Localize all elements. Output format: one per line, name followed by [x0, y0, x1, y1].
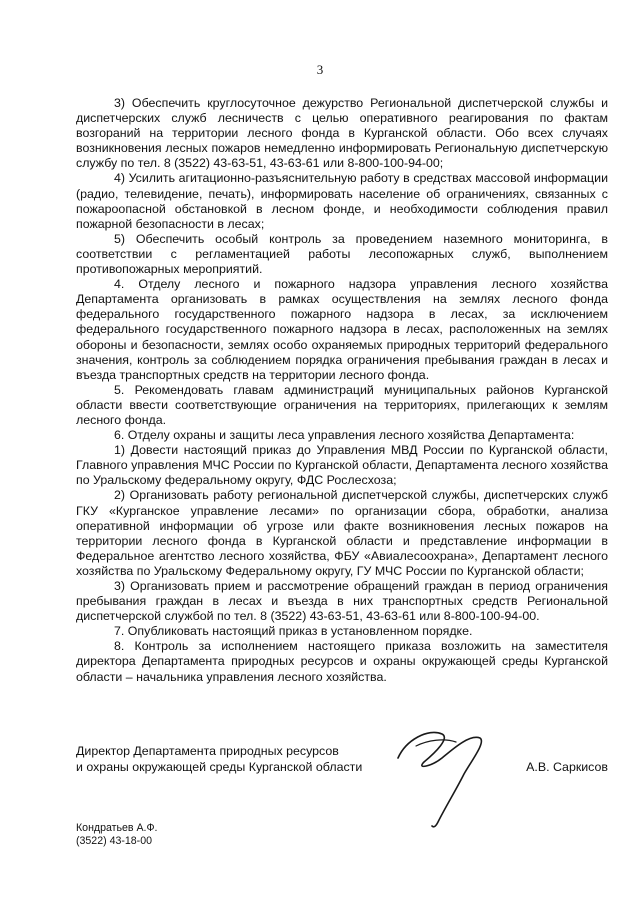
paragraph-3-4-media-work: 4) Усилить агитационно-разъяснительную работу в средствах массовой информации (радио, телевидение, печать), информировать население об ограничениях, связанных с пожароопасной обстановкой в лесном фонде, и необходимости соблюдения правил пожарной безопасности в лесах; [76, 171, 608, 231]
signatory-name: А.В. Саркисов [526, 759, 608, 774]
paragraph-7-publish: 7. Опубликовать настоящий приказ в установленном порядке. [114, 624, 473, 639]
paragraph-6-1-deliver-order: 1) Довести настоящий приказ до Управления МВД России по Курганской области, Главного управления МЧС России по Курганской области, Департамента лесного хозяйства по Уральскому федеральному округу, ФДС Рослесхоза; [76, 443, 608, 488]
paragraph-5-municipal-restrictions: 5. Рекомендовать главам администраций муниципальных районов Курганской области ввести соответствующие ограничения на территориях, прилегающих к землям лесного фонда. [76, 382, 608, 427]
paragraph-8-control: 8. Контроль за исполнением настоящего приказа возложить на заместителя директора Департамента природных ресурсов и охраны окружающей среды Курганской области – начальника управления лесного хозяйства. [76, 639, 608, 684]
paragraph-6-forest-protection-dept: 6. Отделу охраны и защиты леса управления лесного хозяйства Департамента: [114, 428, 575, 443]
executor-phone: (3522) 43-18-00 [76, 835, 152, 847]
paragraph-4-fire-supervision: 4. Отделу лесного и пожарного надзора управления лесного хозяйства Департамента организовать в рамках осуществления на землях лесного фонда федерального государственного пожарного надзора в лесах, за исключением федерального государственного пожарного надзора в лесах, расположенных на землях обороны и безопасности, землях особо охраняемых природных территорий федерального значения, контроль за соблюдением порядка ограничения пребывания граждан в лесах и въезда транспортных средств на территории лесного фонда. [76, 277, 608, 382]
signature-block [76, 744, 608, 775]
executor-info [76, 822, 158, 848]
paragraph-3-5-monitoring-control: 5) Обеспечить особый контроль за проведением наземного мониторинга, в соответствии с регламентацией работы лесопожарных служб, выполнением противопожарных мероприятий. [76, 231, 608, 277]
paragraph-6-2-dispatch-organization: 2) Организовать работу региональной диспетчерской службы, диспетчерских служб ГКУ «Курганское управление лесами» по организации сбора, обработки, анализа оперативной информации об угрозе или факте возникновения лесных пожаров на территории лесного фонда в Курганской области и представление информации в Федеральное агентство лесного хозяйства, ФБУ «Авиалесоохрана», Департамент лесного хозяйства по Уральскому Федеральному округу, ГУ МЧС России по Курганской области; [76, 488, 608, 578]
page-number: 3 [316, 62, 324, 77]
paragraph-6-3-citizen-appeals: 3) Организовать прием и рассмотрение обращений граждан в период ограничения пребывания граждан в лесах и въезда в них транспортных средств Региональной диспетчерской службой по тел. 8 (3522) 43-63-51, 43-63-61 или 8-800-100-94-00. [76, 579, 608, 624]
signatory-title-line-2: и охраны окружающей среды Курганской области [76, 759, 363, 774]
paragraph-3-1-dispatch-duty: 3) Обеспечить круглосуточное дежурство Региональной диспетчерской службы и диспетчерских служб лесничеств с целью оперативного реагирования по фактам возгораний на территории лесного фонда в Курганской области. Обо всех случаях возникновения лесных пожаров немедленно информировать Региональную диспетчерскую службу по тел. 8 (3522) 43-63-51, 43-63-61 или 8-800-100-94-00; [76, 96, 608, 171]
signatory-title-line-1: Директор Департамента природных ресурсов [76, 744, 339, 758]
document-body [76, 96, 608, 685]
executor-name: Кондратьев А.Ф. [76, 822, 158, 834]
